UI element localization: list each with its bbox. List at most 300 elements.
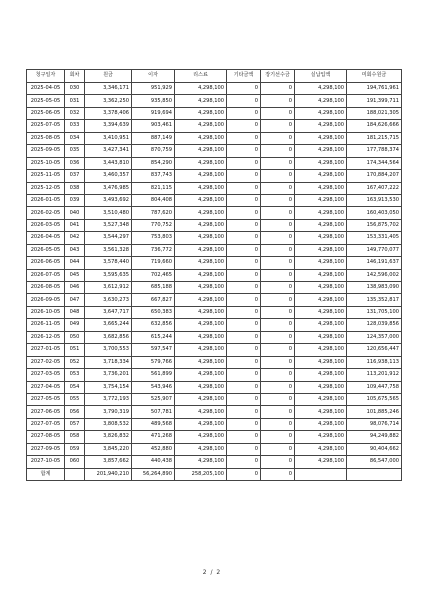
interest-cell: 597,547	[132, 344, 175, 356]
advance-payment-cell: 0	[261, 182, 295, 194]
advance-payment-cell: 0	[261, 369, 295, 381]
outstanding-principal-cell: 109,447,758	[347, 381, 402, 393]
billing-date-cell: 2025-11-05	[27, 170, 65, 182]
advance-payment-cell: 0	[261, 194, 295, 206]
installment-no-cell: 033	[65, 120, 85, 132]
principal-cell: 3,682,856	[85, 331, 132, 343]
outstanding-principal-cell: 94,249,882	[347, 431, 402, 443]
installment-no-cell: 051	[65, 344, 85, 356]
table-row	[27, 132, 402, 144]
billing-date-cell: 2026-07-05	[27, 269, 65, 281]
table-row	[27, 393, 402, 405]
interest-cell: 561,899	[132, 369, 175, 381]
other-amount-cell: 0	[227, 83, 261, 95]
interest-cell: 579,766	[132, 356, 175, 368]
interest-cell: 525,907	[132, 393, 175, 405]
lease-payment-cell: 4,298,100	[175, 269, 227, 281]
installment-no-cell: 042	[65, 232, 85, 244]
installment-no-cell: 035	[65, 145, 85, 157]
lease-payment-cell: 4,298,100	[175, 294, 227, 306]
billing-date-cell: 2026-08-05	[27, 282, 65, 294]
table-row	[27, 145, 402, 157]
other-amount-cell: 0	[227, 381, 261, 393]
installment-no-cell: 045	[65, 269, 85, 281]
other-amount-cell: 0	[227, 107, 261, 119]
principal-cell: 3,527,348	[85, 219, 132, 231]
table-row	[27, 170, 402, 182]
total-label: 합계	[27, 468, 65, 480]
billing-date-cell: 2026-06-05	[27, 257, 65, 269]
other-amount-cell: 0	[227, 207, 261, 219]
interest-cell: 951,929	[132, 83, 175, 95]
table-row	[27, 344, 402, 356]
lease-payment-cell: 4,298,100	[175, 306, 227, 318]
installment-no-cell: 030	[65, 83, 85, 95]
lease-payment-cell: 4,298,100	[175, 369, 227, 381]
table-row	[27, 443, 402, 455]
actual-payment-cell: 4,298,100	[295, 443, 347, 455]
installment-no-cell: 060	[65, 456, 85, 468]
actual-payment-cell: 4,298,100	[295, 306, 347, 318]
lease-payment-cell: 4,298,100	[175, 431, 227, 443]
actual-payment-cell: 4,298,100	[295, 369, 347, 381]
outstanding-principal-cell: 163,913,530	[347, 194, 402, 206]
total-empty-cell	[347, 468, 402, 480]
interest-cell: 719,660	[132, 257, 175, 269]
table-row	[27, 83, 402, 95]
billing-date-cell: 2027-03-05	[27, 369, 65, 381]
billing-date-cell: 2027-07-05	[27, 418, 65, 430]
outstanding-principal-cell: 105,675,565	[347, 393, 402, 405]
outstanding-principal-cell: 146,191,637	[347, 257, 402, 269]
other-amount-cell: 0	[227, 431, 261, 443]
actual-payment-cell: 4,298,100	[295, 219, 347, 231]
outstanding-principal-cell: 153,331,405	[347, 232, 402, 244]
actual-payment-cell: 4,298,100	[295, 282, 347, 294]
lease-payment-cell: 4,298,100	[175, 95, 227, 107]
actual-payment-cell: 4,298,100	[295, 157, 347, 169]
other-amount-cell: 0	[227, 282, 261, 294]
installment-no-cell: 053	[65, 369, 85, 381]
lease-payment-cell: 4,298,100	[175, 182, 227, 194]
table-row	[27, 369, 402, 381]
advance-payment-cell: 0	[261, 443, 295, 455]
header-lease-payment: 리스료	[175, 70, 227, 83]
table-row	[27, 431, 402, 443]
advance-payment-cell: 0	[261, 107, 295, 119]
installment-no-cell: 041	[65, 219, 85, 231]
other-amount-cell: 0	[227, 170, 261, 182]
total-empty-cell	[295, 468, 347, 480]
lease-payment-cell: 4,298,100	[175, 132, 227, 144]
actual-payment-cell: 4,298,100	[295, 356, 347, 368]
actual-payment-cell: 4,298,100	[295, 145, 347, 157]
interest-cell: 685,188	[132, 282, 175, 294]
outstanding-principal-cell: 98,076,714	[347, 418, 402, 430]
billing-date-cell: 2025-05-05	[27, 95, 65, 107]
advance-payment-cell: 0	[261, 393, 295, 405]
installment-no-cell: 037	[65, 170, 85, 182]
lease-payment-cell: 4,298,100	[175, 244, 227, 256]
interest-cell: 887,149	[132, 132, 175, 144]
lease-payment-cell: 4,298,100	[175, 331, 227, 343]
lease-payment-cell: 4,298,100	[175, 120, 227, 132]
actual-payment-cell: 4,298,100	[295, 194, 347, 206]
interest-cell: 837,743	[132, 170, 175, 182]
total-other-amount: 0	[227, 468, 261, 480]
billing-date-cell: 2025-06-05	[27, 107, 65, 119]
principal-cell: 3,394,639	[85, 120, 132, 132]
billing-date-cell: 2026-03-05	[27, 219, 65, 231]
total-principal: 201,940,210	[85, 468, 132, 480]
installment-no-cell: 043	[65, 244, 85, 256]
principal-cell: 3,443,810	[85, 157, 132, 169]
other-amount-cell: 0	[227, 157, 261, 169]
table-row	[27, 294, 402, 306]
other-amount-cell: 0	[227, 244, 261, 256]
billing-date-cell: 2025-12-05	[27, 182, 65, 194]
interest-cell: 770,752	[132, 219, 175, 231]
advance-payment-cell: 0	[261, 269, 295, 281]
header-principal: 원금	[85, 70, 132, 83]
principal-cell: 3,630,273	[85, 294, 132, 306]
installment-no-cell: 044	[65, 257, 85, 269]
billing-date-cell: 2025-08-05	[27, 132, 65, 144]
billing-date-cell: 2025-07-05	[27, 120, 65, 132]
principal-cell: 3,718,334	[85, 356, 132, 368]
advance-payment-cell: 0	[261, 418, 295, 430]
principal-cell: 3,754,154	[85, 381, 132, 393]
principal-cell: 3,460,357	[85, 170, 132, 182]
installment-no-cell: 056	[65, 406, 85, 418]
billing-date-cell: 2027-08-05	[27, 431, 65, 443]
installment-no-cell: 032	[65, 107, 85, 119]
outstanding-principal-cell: 120,656,447	[347, 344, 402, 356]
table-row	[27, 456, 402, 468]
actual-payment-cell: 4,298,100	[295, 344, 347, 356]
principal-cell: 3,410,951	[85, 132, 132, 144]
header-interest: 이자	[132, 70, 175, 83]
billing-date-cell: 2026-01-05	[27, 194, 65, 206]
interest-cell: 452,880	[132, 443, 175, 455]
table-row	[27, 232, 402, 244]
other-amount-cell: 0	[227, 95, 261, 107]
interest-cell: 787,620	[132, 207, 175, 219]
interest-cell: 471,268	[132, 431, 175, 443]
lease-payment-cell: 4,298,100	[175, 107, 227, 119]
interest-cell: 702,465	[132, 269, 175, 281]
total-lease-payment: 258,205,100	[175, 468, 227, 480]
billing-date-cell: 2027-04-05	[27, 381, 65, 393]
actual-payment-cell: 4,298,100	[295, 95, 347, 107]
billing-date-cell: 2027-05-05	[27, 393, 65, 405]
installment-no-cell: 059	[65, 443, 85, 455]
other-amount-cell: 0	[227, 294, 261, 306]
lease-payment-cell: 4,298,100	[175, 393, 227, 405]
advance-payment-cell: 0	[261, 294, 295, 306]
actual-payment-cell: 4,298,100	[295, 83, 347, 95]
interest-cell: 440,438	[132, 456, 175, 468]
principal-cell: 3,647,717	[85, 306, 132, 318]
table-row	[27, 418, 402, 430]
interest-cell: 903,461	[132, 120, 175, 132]
interest-cell: 736,772	[132, 244, 175, 256]
outstanding-principal-cell: 116,938,113	[347, 356, 402, 368]
outstanding-principal-cell: 156,875,702	[347, 219, 402, 231]
actual-payment-cell: 4,298,100	[295, 294, 347, 306]
billing-date-cell: 2026-10-05	[27, 306, 65, 318]
outstanding-principal-cell: 160,403,050	[347, 207, 402, 219]
installment-no-cell: 039	[65, 194, 85, 206]
advance-payment-cell: 0	[261, 120, 295, 132]
outstanding-principal-cell: 167,407,222	[347, 182, 402, 194]
outstanding-principal-cell: 191,399,711	[347, 95, 402, 107]
other-amount-cell: 0	[227, 344, 261, 356]
installment-no-cell: 049	[65, 319, 85, 331]
actual-payment-cell: 4,298,100	[295, 418, 347, 430]
advance-payment-cell: 0	[261, 456, 295, 468]
advance-payment-cell: 0	[261, 132, 295, 144]
other-amount-cell: 0	[227, 306, 261, 318]
principal-cell: 3,857,662	[85, 456, 132, 468]
actual-payment-cell: 4,298,100	[295, 132, 347, 144]
advance-payment-cell: 0	[261, 83, 295, 95]
principal-cell: 3,510,480	[85, 207, 132, 219]
installment-no-cell: 047	[65, 294, 85, 306]
actual-payment-cell: 4,298,100	[295, 381, 347, 393]
table-header-row	[27, 70, 402, 83]
other-amount-cell: 0	[227, 219, 261, 231]
billing-date-cell: 2025-04-05	[27, 83, 65, 95]
outstanding-principal-cell: 86,547,000	[347, 456, 402, 468]
other-amount-cell: 0	[227, 331, 261, 343]
page-number: 2 / 2	[202, 569, 222, 576]
actual-payment-cell: 4,298,100	[295, 232, 347, 244]
lease-payment-cell: 4,298,100	[175, 83, 227, 95]
header-billing-date: 청구일자	[27, 70, 65, 83]
outstanding-principal-cell: 131,705,100	[347, 306, 402, 318]
billing-date-cell: 2025-09-05	[27, 145, 65, 157]
table-row	[27, 406, 402, 418]
table-row	[27, 107, 402, 119]
total-interest: 56,264,890	[132, 468, 175, 480]
interest-cell: 870,759	[132, 145, 175, 157]
actual-payment-cell: 4,298,100	[295, 269, 347, 281]
other-amount-cell: 0	[227, 393, 261, 405]
other-amount-cell: 0	[227, 443, 261, 455]
actual-payment-cell: 4,298,100	[295, 170, 347, 182]
table-row	[27, 95, 402, 107]
principal-cell: 3,561,328	[85, 244, 132, 256]
table-row	[27, 319, 402, 331]
advance-payment-cell: 0	[261, 232, 295, 244]
principal-cell: 3,362,250	[85, 95, 132, 107]
total-empty-cell	[65, 468, 85, 480]
header-other-amount: 기타금액	[227, 70, 261, 83]
lease-payment-cell: 4,298,100	[175, 418, 227, 430]
billing-date-cell: 2027-09-05	[27, 443, 65, 455]
actual-payment-cell: 4,298,100	[295, 107, 347, 119]
billing-date-cell: 2026-05-05	[27, 244, 65, 256]
table-body	[27, 83, 402, 469]
advance-payment-cell: 0	[261, 356, 295, 368]
lease-payment-cell: 4,298,100	[175, 443, 227, 455]
installment-no-cell: 058	[65, 431, 85, 443]
table-row	[27, 219, 402, 231]
installment-no-cell: 040	[65, 207, 85, 219]
actual-payment-cell: 4,298,100	[295, 120, 347, 132]
actual-payment-cell: 4,298,100	[295, 319, 347, 331]
advance-payment-cell: 0	[261, 244, 295, 256]
installment-no-cell: 057	[65, 418, 85, 430]
actual-payment-cell: 4,298,100	[295, 331, 347, 343]
installment-no-cell: 046	[65, 282, 85, 294]
principal-cell: 3,736,201	[85, 369, 132, 381]
table-row	[27, 207, 402, 219]
actual-payment-cell: 4,298,100	[295, 431, 347, 443]
outstanding-principal-cell: 128,039,856	[347, 319, 402, 331]
principal-cell: 3,845,220	[85, 443, 132, 455]
lease-payment-cell: 4,298,100	[175, 282, 227, 294]
billing-date-cell: 2025-10-05	[27, 157, 65, 169]
principal-cell: 3,808,532	[85, 418, 132, 430]
other-amount-cell: 0	[227, 232, 261, 244]
outstanding-principal-cell: 181,215,715	[347, 132, 402, 144]
interest-cell: 650,383	[132, 306, 175, 318]
total-row	[27, 468, 402, 480]
advance-payment-cell: 0	[261, 381, 295, 393]
principal-cell: 3,427,341	[85, 145, 132, 157]
outstanding-principal-cell: 101,885,246	[347, 406, 402, 418]
lease-payment-cell: 4,298,100	[175, 381, 227, 393]
principal-cell: 3,578,440	[85, 257, 132, 269]
other-amount-cell: 0	[227, 369, 261, 381]
principal-cell: 3,772,193	[85, 393, 132, 405]
table-row	[27, 381, 402, 393]
table-row	[27, 182, 402, 194]
other-amount-cell: 0	[227, 319, 261, 331]
principal-cell: 3,476,985	[85, 182, 132, 194]
other-amount-cell: 0	[227, 269, 261, 281]
table-row	[27, 244, 402, 256]
advance-payment-cell: 0	[261, 431, 295, 443]
outstanding-principal-cell: 149,770,077	[347, 244, 402, 256]
lease-payment-cell: 4,298,100	[175, 257, 227, 269]
lease-payment-cell: 4,298,100	[175, 344, 227, 356]
actual-payment-cell: 4,298,100	[295, 257, 347, 269]
lease-payment-cell: 4,298,100	[175, 194, 227, 206]
principal-cell: 3,493,692	[85, 194, 132, 206]
interest-cell: 919,694	[132, 107, 175, 119]
header-outstanding-principal: 미회수원금	[347, 70, 402, 83]
advance-payment-cell: 0	[261, 157, 295, 169]
interest-cell: 667,827	[132, 294, 175, 306]
outstanding-principal-cell: 188,021,305	[347, 107, 402, 119]
table-row	[27, 120, 402, 132]
table-row	[27, 282, 402, 294]
interest-cell: 489,568	[132, 418, 175, 430]
principal-cell: 3,665,244	[85, 319, 132, 331]
billing-date-cell: 2027-02-05	[27, 356, 65, 368]
lease-payment-cell: 4,298,100	[175, 157, 227, 169]
other-amount-cell: 0	[227, 120, 261, 132]
billing-date-cell: 2026-09-05	[27, 294, 65, 306]
table-row	[27, 194, 402, 206]
billing-date-cell: 2026-12-05	[27, 331, 65, 343]
other-amount-cell: 0	[227, 456, 261, 468]
header-installment-no: 회차	[65, 70, 85, 83]
other-amount-cell: 0	[227, 194, 261, 206]
interest-cell: 821,115	[132, 182, 175, 194]
principal-cell: 3,700,553	[85, 344, 132, 356]
outstanding-principal-cell: 177,788,374	[347, 145, 402, 157]
advance-payment-cell: 0	[261, 207, 295, 219]
lease-payment-cell: 4,298,100	[175, 207, 227, 219]
advance-payment-cell: 0	[261, 95, 295, 107]
actual-payment-cell: 4,298,100	[295, 393, 347, 405]
lease-schedule-table	[26, 69, 402, 481]
actual-payment-cell: 4,298,100	[295, 244, 347, 256]
actual-payment-cell: 4,298,100	[295, 406, 347, 418]
principal-cell: 3,346,171	[85, 83, 132, 95]
installment-no-cell: 038	[65, 182, 85, 194]
interest-cell: 632,856	[132, 319, 175, 331]
advance-payment-cell: 0	[261, 331, 295, 343]
outstanding-principal-cell: 184,626,666	[347, 120, 402, 132]
installment-no-cell: 055	[65, 393, 85, 405]
lease-payment-cell: 4,298,100	[175, 232, 227, 244]
table-row	[27, 269, 402, 281]
installment-no-cell: 036	[65, 157, 85, 169]
billing-date-cell: 2027-10-05	[27, 456, 65, 468]
lease-payment-cell: 4,298,100	[175, 406, 227, 418]
outstanding-principal-cell: 135,352,817	[347, 294, 402, 306]
advance-payment-cell: 0	[261, 219, 295, 231]
outstanding-principal-cell: 138,983,090	[347, 282, 402, 294]
principal-cell: 3,612,912	[85, 282, 132, 294]
installment-no-cell: 034	[65, 132, 85, 144]
outstanding-principal-cell: 194,761,961	[347, 83, 402, 95]
outstanding-principal-cell: 90,404,662	[347, 443, 402, 455]
interest-cell: 854,290	[132, 157, 175, 169]
other-amount-cell: 0	[227, 182, 261, 194]
advance-payment-cell: 0	[261, 170, 295, 182]
installment-no-cell: 050	[65, 331, 85, 343]
outstanding-principal-cell: 124,357,000	[347, 331, 402, 343]
other-amount-cell: 0	[227, 257, 261, 269]
advance-payment-cell: 0	[261, 319, 295, 331]
lease-payment-cell: 4,298,100	[175, 456, 227, 468]
interest-cell: 543,946	[132, 381, 175, 393]
other-amount-cell: 0	[227, 145, 261, 157]
table-row	[27, 331, 402, 343]
outstanding-principal-cell: 170,884,207	[347, 170, 402, 182]
outstanding-principal-cell: 142,596,002	[347, 269, 402, 281]
interest-cell: 935,850	[132, 95, 175, 107]
table-row	[27, 356, 402, 368]
principal-cell: 3,790,319	[85, 406, 132, 418]
billing-date-cell: 2026-04-05	[27, 232, 65, 244]
other-amount-cell: 0	[227, 418, 261, 430]
installment-no-cell: 031	[65, 95, 85, 107]
outstanding-principal-cell: 174,344,564	[347, 157, 402, 169]
advance-payment-cell: 0	[261, 145, 295, 157]
header-advance-payment: 장기선수금	[261, 70, 295, 83]
actual-payment-cell: 4,298,100	[295, 207, 347, 219]
principal-cell: 3,544,297	[85, 232, 132, 244]
billing-date-cell: 2027-01-05	[27, 344, 65, 356]
advance-payment-cell: 0	[261, 257, 295, 269]
